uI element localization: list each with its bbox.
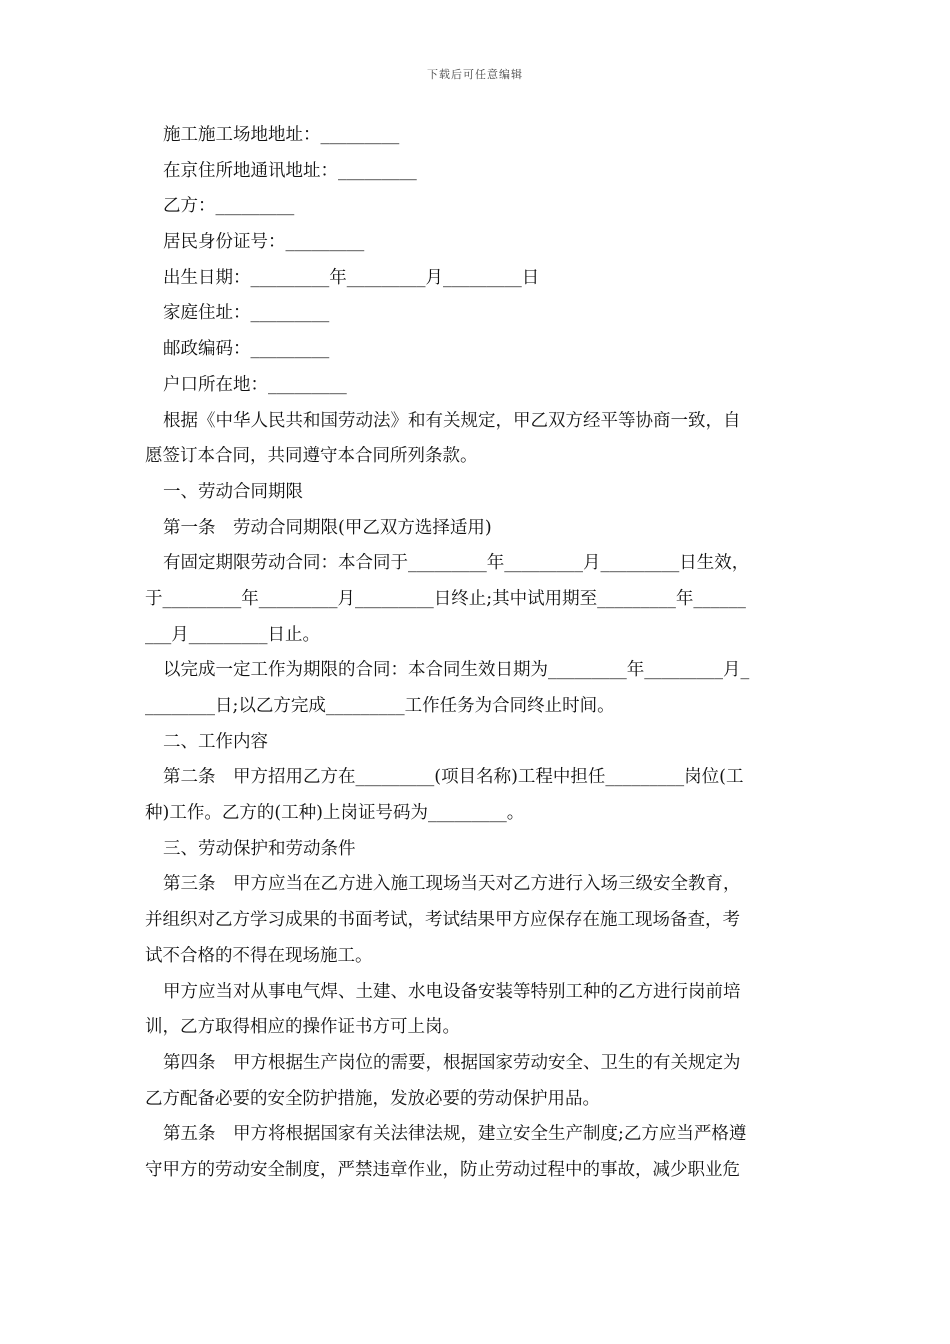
text-line: 乙方：_________ bbox=[163, 196, 295, 217]
text-line: ___月_________日止。 bbox=[145, 624, 320, 645]
text-line: 第三条 甲方应当在乙方进入施工现场当天对乙方进行入场三级安全教育， bbox=[163, 874, 741, 895]
text-line: 家庭住址：_________ bbox=[163, 303, 330, 324]
text-line: 乙方配备必要的安全防护措施，发放必要的劳动保护用品。 bbox=[145, 1088, 600, 1109]
text-line: 以完成一定工作为期限的合同：本合同生效日期为_________年_________月_ bbox=[163, 660, 750, 681]
text-line: ________日;以乙方完成_________工作任务为合同终止时间。 bbox=[145, 696, 615, 716]
text-line: 甲方应当对从事电气焊、土建、水电设备安装等特别工种的乙方进行岗前培 bbox=[163, 981, 741, 1002]
section-heading: 二、工作内容 bbox=[163, 731, 268, 752]
text-line: 出生日期：_________年_________月_________日 bbox=[163, 267, 540, 288]
text-line: 第二条 甲方招用乙方在_________(项目名称)工程中担任_________岗位(工 bbox=[163, 767, 744, 788]
text-line: 在京住所地通讯地址：_________ bbox=[163, 160, 417, 181]
text-line: 居民身份证号：_________ bbox=[163, 232, 365, 253]
text-line: 训，乙方取得相应的操作证书方可上岗。 bbox=[145, 1017, 460, 1038]
text-line: 根据《中华人民共和国劳动法》和有关规定，甲乙双方经平等协商一致，自 bbox=[163, 410, 741, 431]
text-line: 种)工作。乙方的(工种)上岗证号码为_________。 bbox=[145, 803, 525, 824]
text-line: 邮政编码：_________ bbox=[163, 339, 330, 360]
text-line: 第五条 甲方将根据国家有关法律法规，建立安全生产制度;乙方应当严格遵 bbox=[163, 1124, 747, 1145]
text-line: 愿签订本合同，共同遵守本合同所列条款。 bbox=[145, 446, 478, 467]
document-body bbox=[145, 118, 807, 1189]
text-line: 施工施工场地地址：_________ bbox=[163, 125, 400, 145]
text-line: 守甲方的劳动安全制度，严禁违章作业，防止劳动过程中的事故，减少职业危 bbox=[145, 1159, 740, 1180]
text-line: 有固定期限劳动合同：本合同于_________年_________月_________日生效， bbox=[163, 553, 750, 574]
text-line: 第四条 甲方根据生产岗位的需要，根据国家劳动安全、卫生的有关规定为 bbox=[163, 1052, 741, 1073]
section-heading: 三、劳动保护和劳动条件 bbox=[163, 838, 356, 859]
text-line: 于_________年_________月_________日终止;其中试用期至_________年______ bbox=[145, 588, 746, 609]
article-heading: 第一条 劳动合同期限(甲乙双方选择适用) bbox=[163, 517, 492, 538]
section-heading: 一、劳动合同期限 bbox=[163, 481, 303, 502]
page-header-note: 下载后可任意编辑 bbox=[427, 68, 523, 81]
text-line: 试不合格的不得在现场施工。 bbox=[145, 945, 373, 966]
text-line: 户口所在地：_________ bbox=[163, 374, 347, 395]
text-line: 并组织对乙方学习成果的书面考试，考试结果甲方应保存在施工现场备查，考 bbox=[145, 910, 740, 931]
